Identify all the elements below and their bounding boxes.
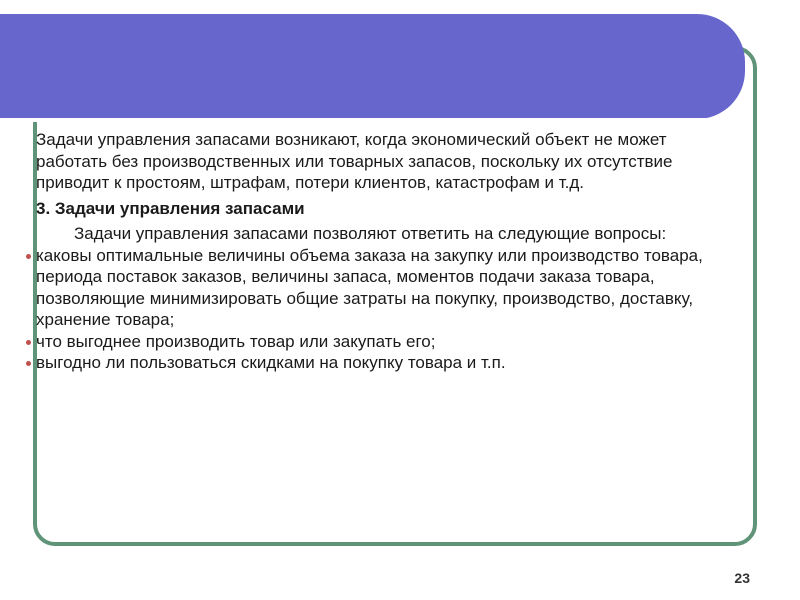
bullet-item — [36, 331, 736, 353]
bullet-text: выгодно ли пользоваться скидками на покупку товара и т.п. — [36, 353, 506, 372]
bullet-text: каковы оптимальные величины объема заказа на закупку или производство товара, периода поставок заказов, величины запаса, моментов подачи заказа товара, позволяющие минимизировать общие затраты на покупку, производство, доставку, хранение товара; — [36, 245, 703, 329]
bullet-text: что выгоднее производить товар или закупать его; — [36, 331, 436, 351]
bullet-item — [36, 245, 736, 331]
bullet-item — [36, 352, 736, 374]
intro-paragraph: Задачи управления запасами возникают, когда экономический объект не может работать без производственных или товарных запасов, поскольку их отсутствие приводит к простоям, штрафам, потери клиентов, катастрофам и т.д. — [36, 130, 673, 192]
bullet-dot-icon — [26, 361, 31, 366]
bullet-dot-icon — [26, 340, 31, 345]
section-heading: 3. Задачи управления запасами — [36, 198, 305, 218]
slide-body — [36, 129, 736, 374]
page-number: 23 — [734, 570, 750, 586]
bullet-dot-icon — [26, 254, 31, 259]
lead-paragraph: Задачи управления запасами позволяют ответить на следующие вопросы: — [74, 224, 667, 243]
banner-divider-line — [0, 118, 706, 122]
title-banner — [0, 14, 745, 119]
